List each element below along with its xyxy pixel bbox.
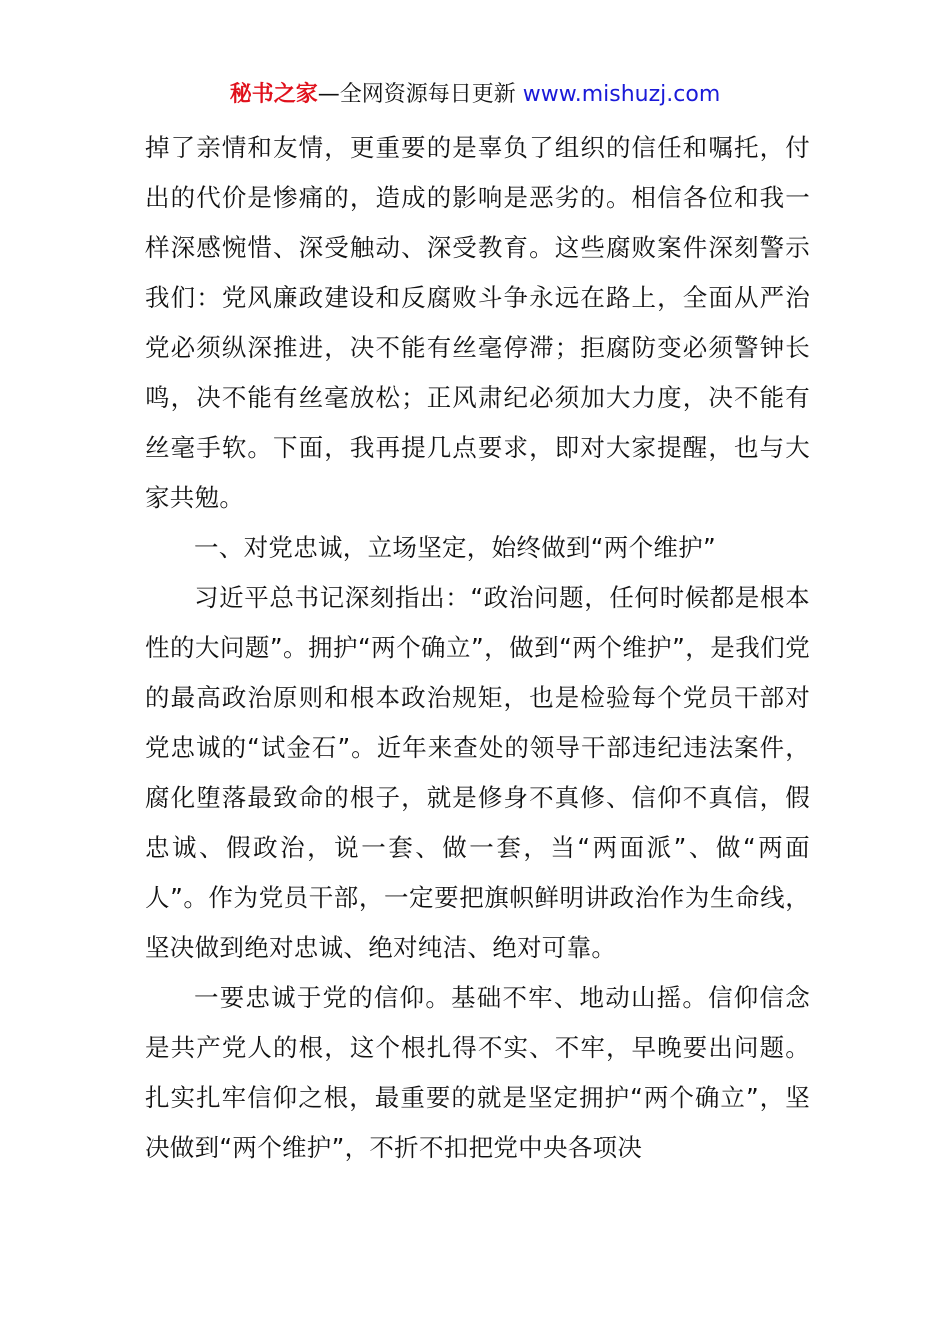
header-url-link[interactable]: www.mishuzj.com: [522, 82, 721, 107]
paragraph: 习近平总书记深刻指出：“政治问题，任何时候都是根本性的大问题”。拥护“两个确立”，做到“两个维护”，是我们党的最高政治原则和根本政治规矩，也是检验每个党员干部对党忠诚的“试金石”。近年来查处的领导干部违纪违法案件，腐化堕落最致命的根子，就是修身不真修、信仰不真信，假忠诚、假政治，说一套、做一套，当“两面派”、做“两面人”。作为党员干部，一定要把旗帜鲜明讲政治作为生命线，坚决做到绝对忠诚、绝对纯洁、绝对可靠。: [145, 583, 810, 962]
section-heading: 一、对党忠诚，立场坚定，始终做到“两个维护”: [194, 533, 716, 562]
header-tagline: —全网资源每日更新: [317, 82, 516, 107]
document-body: [145, 123, 810, 1173]
paragraph-continued: 掉了亲情和友情，更重要的是辜负了组织的信任和嘱托，付出的代价是惨痛的，造成的影响是恶劣的。相信各位和我一样深感惋惜、深受触动、深受教育。这些腐败案件深刻警示我们：党风廉政建设和反腐败斗争永远在路上，全面从严治党必须纵深推进，决不能有丝毫停滞；拒腐防变必须警钟长鸣，决不能有丝毫放松；正风肃纪必须加大力度，决不能有丝毫手软。下面，我再提几点要求，即对大家提醒，也与大家共勉。: [145, 133, 810, 512]
header-brand: 秘书之家: [229, 82, 318, 107]
page-header: [0, 80, 950, 110]
paragraph: 一要忠诚于党的信仰。基础不牢、地动山摇。信仰信念是共产党人的根，这个根扎得不实、不牢，早晚要出问题。扎实扎牢信仰之根，最重要的就是坚定拥护“两个确立”，坚决做到“两个维护”，不折不扣把党中央各项决: [145, 983, 810, 1162]
